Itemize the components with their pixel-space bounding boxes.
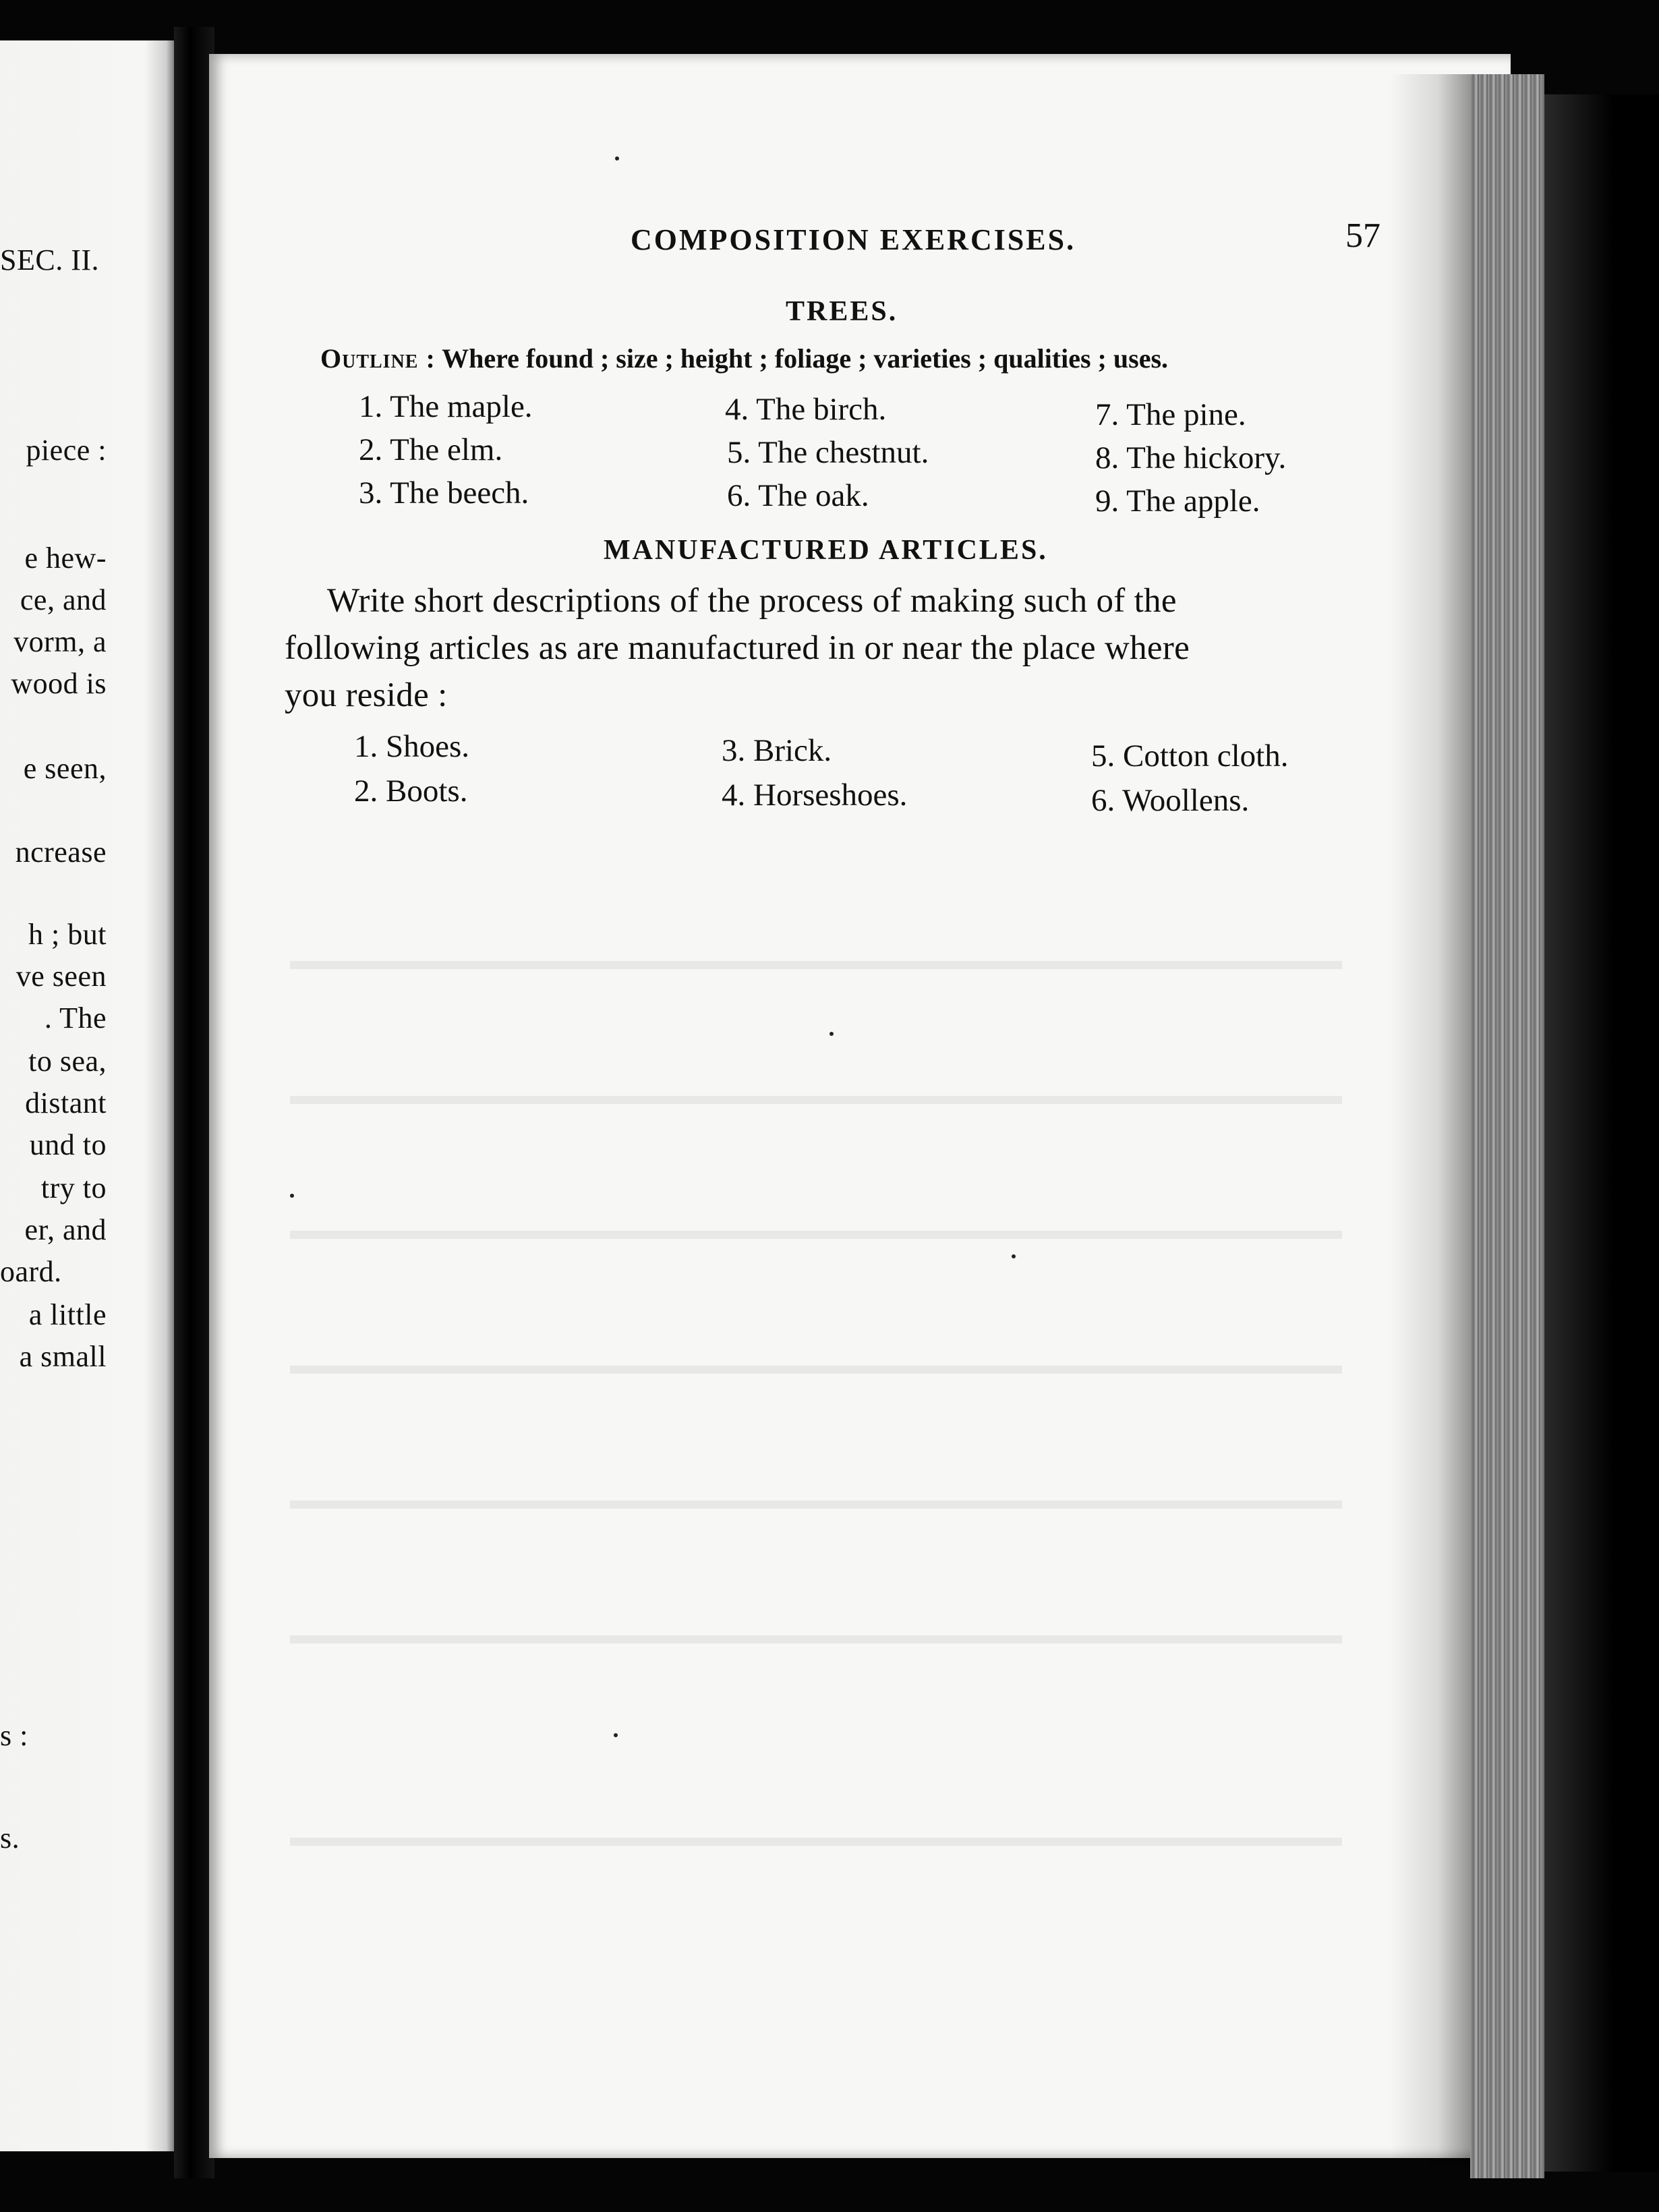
left-page-line: oard. [0, 1255, 62, 1288]
list-item: 3. The beech. [359, 475, 529, 511]
list-item: 9. The apple. [1095, 484, 1260, 519]
left-page-line: ncrease [15, 836, 107, 869]
ink-speck [614, 1733, 618, 1737]
outline-line [320, 343, 1168, 374]
show-through-texture: ▬▬▬▬▬▬▬▬▬▬▬▬▬▬▬▬▬▬▬▬▬▬▬▬▬▬▬▬▬▬▬▬▬▬▬▬▬▬▬ [290, 945, 1342, 975]
list-item: 5. Cotton cloth. [1091, 738, 1289, 774]
left-page-line: h ; but [28, 918, 107, 951]
left-page-line: ce, and [20, 583, 107, 616]
show-through-texture: ▬▬▬▬▬▬▬▬▬▬▬▬▬▬▬▬▬▬▬▬▬▬▬▬▬▬▬▬▬▬▬▬▬▬▬▬▬▬▬ [290, 1080, 1342, 1110]
left-page-line: s : [0, 1719, 28, 1752]
show-through-texture: ▬▬▬▬▬▬▬▬▬▬▬▬▬▬▬▬▬▬▬▬▬▬▬▬▬▬▬▬▬▬▬▬▬▬▬▬▬▬▬ [290, 1215, 1342, 1245]
left-page-line: to sea, [28, 1045, 107, 1078]
section-title-manufactured: MANUFACTURED ARTICLES. [604, 535, 1048, 566]
list-item: 8. The hickory. [1095, 440, 1287, 475]
list-item: 5. The chestnut. [727, 435, 929, 470]
outline-label: Outline : [320, 343, 436, 374]
outline-text: Where found ; size ; height ; foliage ; varieties ; qualities ; uses. [442, 343, 1169, 374]
list-item: 1. Shoes. [354, 729, 470, 764]
left-page-line: s. [0, 1822, 20, 1855]
left-page-line: und to [29, 1128, 107, 1161]
show-through-texture: ▬▬▬▬▬▬▬▬▬▬▬▬▬▬▬▬▬▬▬▬▬▬▬▬▬▬▬▬▬▬▬▬▬▬▬▬▬▬▬ [290, 1822, 1342, 1852]
left-page-line: er, and [24, 1213, 107, 1246]
left-page-line: a small [19, 1340, 107, 1373]
show-through-texture: ▬▬▬▬▬▬▬▬▬▬▬▬▬▬▬▬▬▬▬▬▬▬▬▬▬▬▬▬▬▬▬▬▬▬▬▬▬▬▬ [290, 1484, 1342, 1515]
list-item: 7. The pine. [1095, 397, 1246, 432]
list-item: 1. The maple. [359, 389, 533, 424]
left-page-line: distant [25, 1086, 107, 1119]
page-edges [1470, 74, 1544, 2178]
left-page [0, 40, 181, 2151]
section-title-trees: TREES. [786, 296, 898, 327]
left-page-line: wood is [11, 667, 107, 700]
right-page [209, 54, 1511, 2158]
ink-speck [830, 1032, 834, 1036]
show-through-texture: ▬▬▬▬▬▬▬▬▬▬▬▬▬▬▬▬▬▬▬▬▬▬▬▬▬▬▬▬▬▬▬▬▬▬▬▬▬▬▬ [290, 1619, 1342, 1650]
list-item: 4. The birch. [725, 392, 887, 427]
list-item: 3. Brick. [722, 733, 832, 768]
left-page-header: SEC. II. [0, 243, 99, 276]
left-page-line: piece : [26, 434, 107, 467]
list-item: 2. Boots. [354, 774, 468, 809]
left-page-line: e seen, [23, 752, 107, 785]
ink-speck [1012, 1254, 1016, 1258]
ink-speck [615, 156, 619, 161]
left-page-line: vorm, a [13, 625, 107, 658]
left-page-line: . The [44, 1001, 107, 1035]
list-item: 2. The elm. [359, 432, 503, 467]
list-item: 6. Woollens. [1091, 783, 1250, 818]
left-page-line: ve seen [16, 960, 107, 993]
list-item: 4. Horseshoes. [722, 778, 908, 813]
show-through-texture: ▬▬▬▬▬▬▬▬▬▬▬▬▬▬▬▬▬▬▬▬▬▬▬▬▬▬▬▬▬▬▬▬▬▬▬▬▬▬▬ [290, 1349, 1342, 1380]
left-page-line: a little [28, 1298, 107, 1331]
instruction-line: you reside : [285, 676, 448, 714]
running-head: COMPOSITION EXERCISES. [631, 223, 1076, 256]
page-number: 57 [1345, 216, 1380, 255]
book-gutter [174, 27, 214, 2178]
left-page-line: e hew- [24, 542, 107, 575]
left-page-line: try to [40, 1171, 107, 1204]
instruction-line: Write short descriptions of the process of making such of the [327, 582, 1177, 620]
ink-speck [290, 1194, 294, 1198]
list-item: 6. The oak. [727, 478, 869, 513]
page-curl-shadow [1389, 74, 1477, 2165]
instruction-line: following articles as are manufactured in or near the place where [285, 629, 1190, 667]
book-edge-shadow [1544, 94, 1659, 2172]
